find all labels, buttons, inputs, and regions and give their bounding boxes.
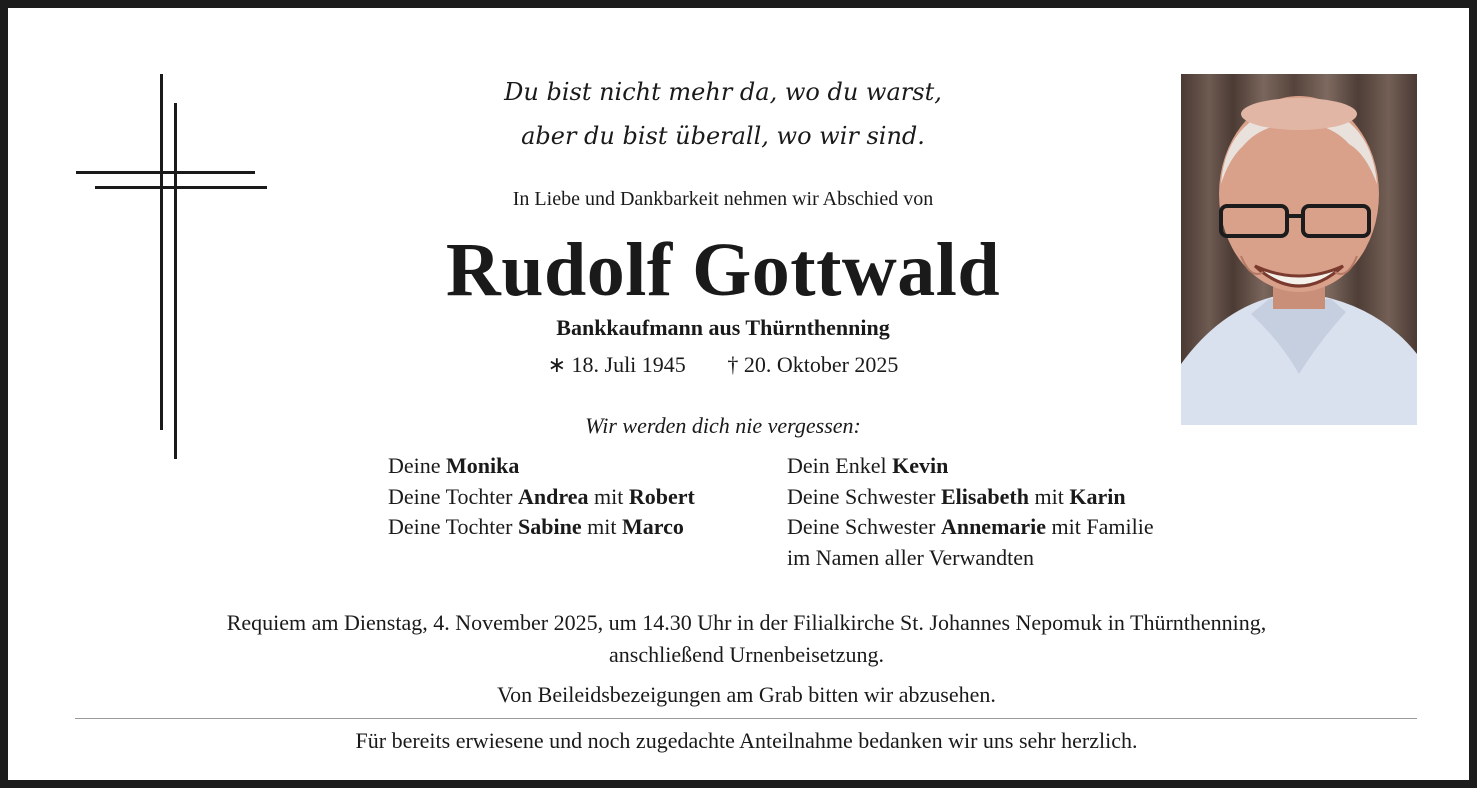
never-forget-heading: Wir werden dich nie vergessen: [585,413,861,438]
divider [75,718,1417,719]
requiem-line-2: anschließend Urnenbeisetzung. [609,642,884,667]
cross-icon-vertical-bar [160,74,163,430]
deceased-name: Rudolf Gottwald [445,228,1001,312]
requiem-info [68,607,1425,671]
quote-line-1: Du bist nicht mehr da, wo du warst, [504,78,942,106]
mourner-entry: Deine Tochter Andrea mit Robert [388,483,695,509]
mourner-entry: im Namen aller Verwandten [787,544,1035,570]
mourners-list-right [787,451,1154,573]
portrait-illustration [1181,74,1417,425]
mourner-entry: Deine Tochter Sabine mit Marco [388,514,684,539]
thanks-note: Für bereits erwiesene und noch zugedachte Anteilnahme bedanken wir uns sehr herzlich. [355,728,1138,753]
memorial-quote [308,70,1138,158]
portrait-photo [1181,74,1417,425]
mourners-list-left [388,451,695,543]
birth-date: ∗ 18. Juli 1945 [547,352,686,377]
mourner-entry: Deine Schwester Elisabeth mit Karin [787,483,1126,509]
quote-line-2: aber du bist überall, wo wir sind. [521,122,925,150]
cross-icon-horizontal-bar-offset [95,186,267,189]
intro-text: In Liebe und Dankbarkeit nehmen wir Abschied von [512,188,934,210]
condolence-note: Von Beileidsbezeigungen am Grab bitten wir abzusehen. [497,682,996,707]
cross-icon-horizontal-bar [76,171,255,174]
cross-icon-vertical-bar-offset [174,103,177,459]
mourner-entry: Dein Enkel Kevin [787,453,949,478]
mourner-entry: Deine Monika [388,453,520,478]
death-date: † 20. Oktober 2025 [727,352,899,377]
life-dates [308,351,1138,379]
mourner-entry: Deine Schwester Annemarie mit Familie [787,514,1154,539]
requiem-line-1: Requiem am Dienstag, 4. November 2025, um 14.30 Uhr in der Filialkirche St. Johannes Nepomuk in Thürnthenning, [226,610,1267,635]
profession-line: Bankkaufmann aus Thürnthenning [556,315,890,340]
